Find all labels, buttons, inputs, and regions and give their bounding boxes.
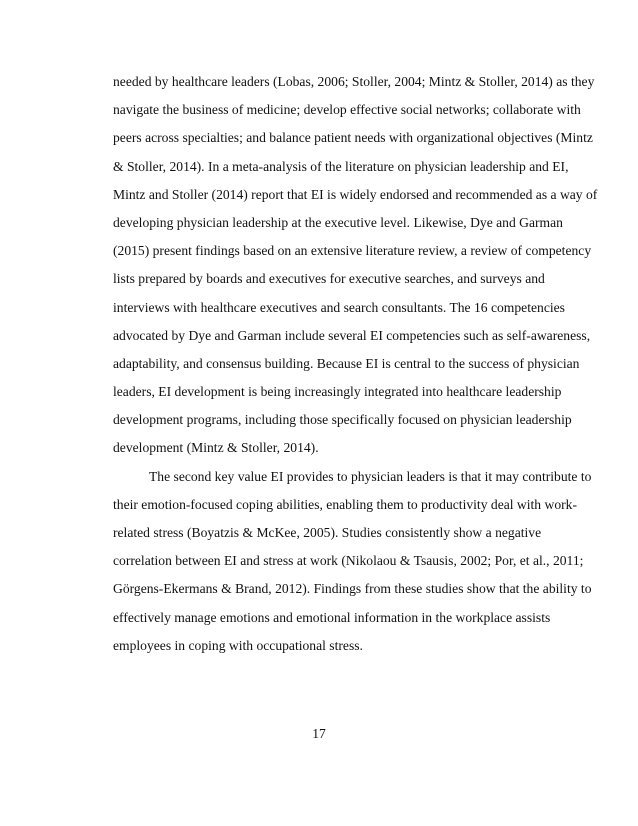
paragraph-1: [113, 68, 598, 463]
body-text: [113, 68, 598, 660]
text-line: development (Mintz & Stoller, 2014).: [113, 440, 319, 456]
page-number: 17: [312, 726, 326, 741]
text-line-indented: The second key value EI provides to physician leaders is that it may contribute to: [149, 468, 592, 484]
text-line: Mintz and Stoller (2014) report that EI is widely endorsed and recommended as a way of: [113, 186, 598, 202]
text-line: peers across specialties; and balance patient needs with organizational objectives (Mintz: [113, 130, 593, 146]
text-line: their emotion-focused coping abilities, enabling them to productivity deal with work-: [113, 496, 577, 512]
text-line: lists prepared by boards and executives for executive searches, and surveys and: [113, 271, 545, 287]
text-line: needed by healthcare leaders (Lobas, 2006; Stoller, 2004; Mintz & Stoller, 2014) as they: [113, 74, 595, 89]
text-line: Görgens-Ekermans & Brand, 2012). Findings from these studies show that the ability to: [113, 581, 592, 597]
text-line: leaders, EI development is being increasingly integrated into healthcare leadership: [113, 384, 562, 400]
text-line: correlation between EI and stress at work (Nikolaou & Tsausis, 2002; Por, et al., 2011;: [113, 553, 584, 569]
text-line: advocated by Dye and Garman include several EI competencies such as self-awareness,: [113, 327, 591, 343]
text-line: development programs, including those specifically focused on physician leadership: [113, 412, 572, 428]
text-line: interviews with healthcare executives and search consultants. The 16 competencies: [113, 299, 565, 315]
text-line: (2015) present findings based on an extensive literature review, a review of competency: [113, 243, 592, 259]
text-line: developing physician leadership at the executive level. Likewise, Dye and Garman: [113, 214, 563, 230]
paragraph-2: [113, 463, 592, 660]
text-line: related stress (Boyatzis & McKee, 2005). Studies consistently show a negative: [113, 525, 542, 540]
text-line: employees in coping with occupational stress.: [113, 637, 363, 653]
text-line: effectively manage emotions and emotional information in the workplace assists: [113, 609, 551, 625]
text-line: & Stoller, 2014). In a meta-analysis of the literature on physician leadership and EI,: [113, 158, 569, 174]
text-line: adaptability, and consensus building. Because EI is central to the success of physician: [113, 355, 580, 371]
text-line: navigate the business of medicine; develop effective social networks; collaborate with: [113, 102, 581, 118]
